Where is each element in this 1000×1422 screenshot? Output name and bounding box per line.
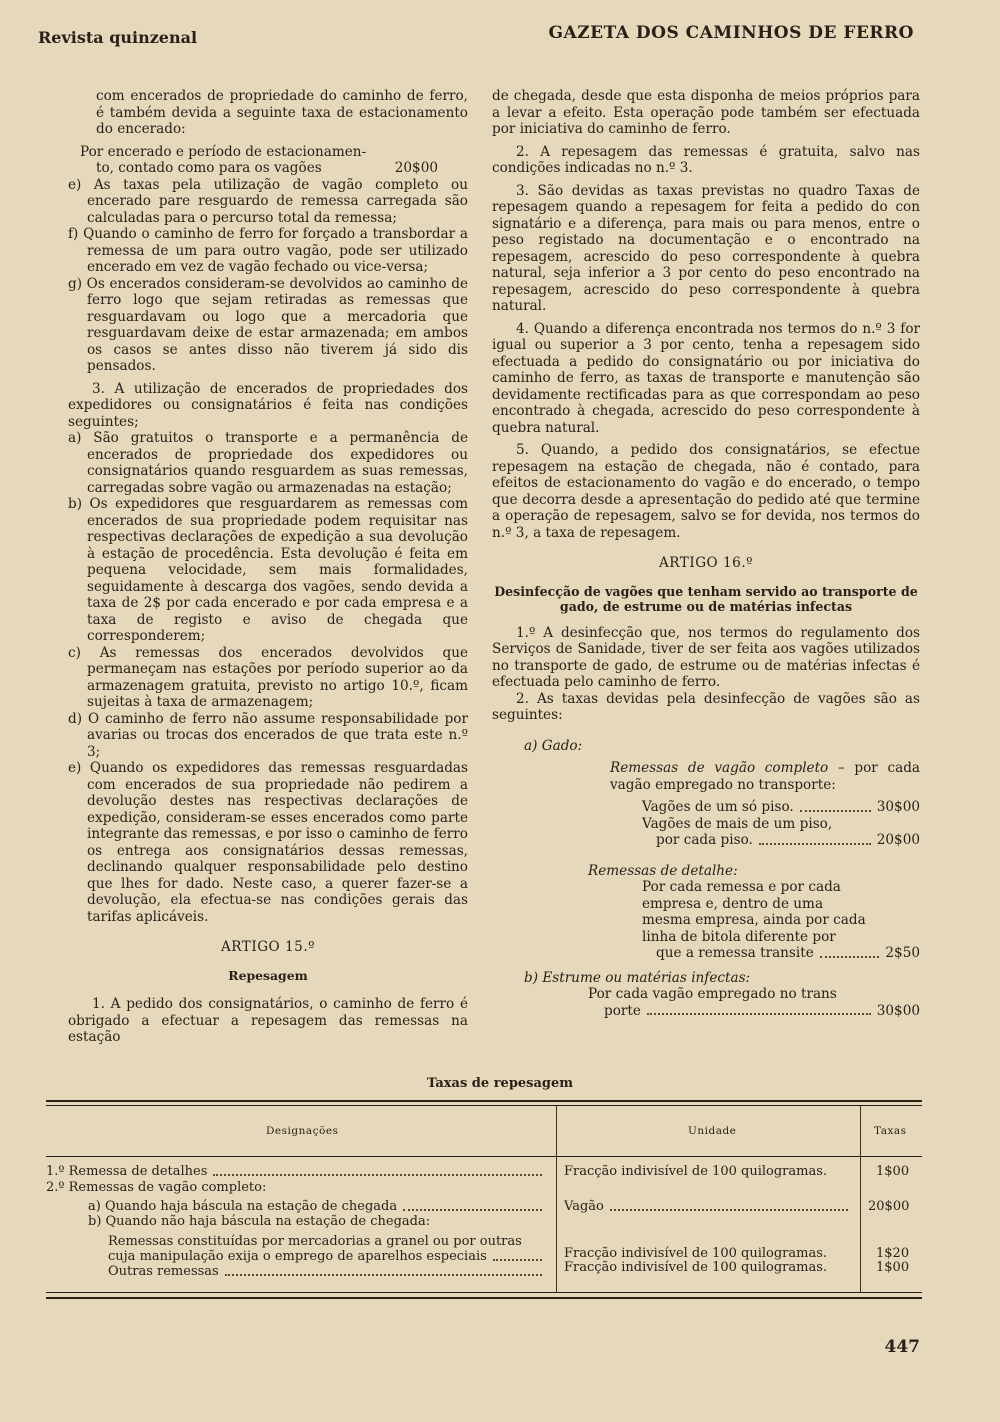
article-subheading: Desinfecção de vagões que tenham servido ao transporte de gado, de estrume ou de matérias infectas [494,583,918,614]
fee-table [46,1100,922,1300]
table-cell: Fracção indivisível de 100 quilogramas. [564,1246,828,1261]
fee-line: Vagões de um só piso. 30$00 [642,799,920,815]
running-header-left: Revista quinzenal [38,28,198,47]
table-cell: Fracção indivisível de 100 quilogramas. [564,1260,828,1275]
page-number: 447 [884,1337,920,1357]
paragraph: 3. A utilização de encerados de propriedades dos expedidores ou consignatários é feita nas condições seguintes; [68,380,468,430]
fee-line: que a remessa transite 2$50 [656,945,920,961]
list-item: e) As taxas pela utilização de vagão completo ou encerado pare resguardo de remessa carregada são calculadas para o percurso total da remessa; [68,176,468,226]
fee-line: porte 30$00 [604,1002,920,1019]
article-heading: ARTIGO 15.º [220,939,316,955]
list-item: b) Os expedidores que resguardarem as remessas com encerados de sua propriedade podem requisitar nas respectivas declarações de expedição a sua devolução à estação de procedência. Esta devolução é feita em pequena velocidade, sem mais formalidades, seguidamente à descarga dos vagões, sendo devida a taxa de 2$ por cada encerado e por cada empresa e a taxa de registo e aviso de chegada que corresponderem; [68,496,468,644]
fee-line: to, contado como para os vagões 20$00 [96,160,438,176]
table-title: Taxas de repesagem [426,1076,574,1091]
table-row: a) Quando haja báscula na estação de chegada [88,1199,548,1215]
list-item: a) São gratuitos o transporte e a permanência de encerados de propriedade dos expedidores ou consignatários quando resguardem as suas remessas, carregadas sobre vagão ou armazenadas na estação; [68,430,468,496]
paragraph: 2. As taxas devidas pela desinfecção de vagões são as seguintes: [492,690,920,723]
list-item: e) Quando os expedidores das remessas resguardadas com encerados de sua propriedade não pedirem a devolução destes nas respectivas declarações de expedição, consideram-se esses encerados como parte integrante das remessas, e por isso o caminho de ferro os entrega aos consignatários dessas remessas, declinando qualquer responsabilidade pelo destino que lhes for dado. Neste caso, a querer fazer-se a devolução, ela efectua-se nas condições gerais das tarifas aplicáveis. [68,760,468,925]
fee-text: Por cada vagão empregado no trans [588,986,837,1002]
table-cell: Fracção indivisível de 100 quilogramas. [564,1164,828,1179]
list-item: f) Quando o caminho de ferro for forçado a transbordar a remessa de um para outro vagão, pode ser utilizado encerado em vez de vagão fechado ou vice-versa; [68,226,468,275]
table-header: Designações [266,1125,339,1137]
section-label: Remessas de detalhe: [588,862,738,879]
paragraph: 1.º A desinfecção que, nos termos do regulamento dos Serviços de Sanidade, tiver de ser feita aos vagões utilizados no transporte de gado, de estrume ou de matérias infectas é efectuada pelo caminho de ferro. [492,624,920,690]
table-row: cuja manipulação exija o emprego de aparelhos especiais [108,1249,548,1265]
paragraph: 4. Quando a diferença encontrada nos termos do n.º 3 for igual ou superior a 3 por cento, tenha a repesagem sido efectuada a pedido do consignatário ou por iniciativa do caminho de ferro, as taxas de transporte e manutenção são devidamente rectificadas para as que correspondam ao peso encontrado à chegada, acrescido do peso correspondente à quebra natural. [492,320,920,436]
article-subheading: Repesagem [228,967,308,983]
list-item: d) O caminho de ferro não assume responsabilidade por avarias ou trocas dos encerados de que trata este n.º 3; [68,710,468,760]
fee-line: por cada piso. 20$00 [656,832,920,848]
paragraph: Por encerado e período de estacionamen- [80,143,367,160]
running-header-title: GAZETA DOS CAMINHOS DE FERRO [548,23,914,43]
table-row: 2.º Remessas de vagão completo: [46,1180,267,1195]
table-cell: 1$20 [876,1246,910,1261]
section-label: a) Gado: [524,737,583,754]
fee-text: Por cada remessa e por cada empresa e, dentro de uma mesma empresa, ainda por cada linha de bitola diferente por [642,879,866,945]
section-label: b) Estrume ou matérias infectas: [524,969,751,986]
paragraph: 3. São devidas as taxas previstas no quadro Taxas de repesagem quando a repesagem for feita a pedido do con signatário e a diferença, para mais ou para menos, entre o peso registado na documentação e o encontrado na repesagem, acrescido do peso correspondente à quebra natural, seja inferior a 3 por cento do peso encontrado na repesagem, acrescido do peso correspondente à quebra natural. [492,182,920,314]
table-row: 1.º Remessa de detalhes [46,1164,548,1180]
fee-label: Vagões de mais de um piso, [642,815,833,832]
table-header: Taxas [874,1125,907,1137]
paragraph: com encerados de propriedade do caminho de ferro, é também devida a seguinte taxa de estacionamento do encerado: [96,88,468,137]
paragraph: Remessas de vagão completo – por cada vagão empregado no transporte: [610,760,920,793]
right-column [492,88,920,1019]
list-item: g) Os encerados consideram-se devolvidos ao caminho de ferro logo que sejam retiradas as remessas que resguardavam ou logo que a mercadoria que resguardavam deixe de estar armazenada; em ambos os casos se antes disso não tiverem já sido dis pensados. [68,275,468,374]
paragraph: 1. A pedido dos consignatários, o caminho de ferro é obrigado a efectuar a repesagem das remessas na estação [68,996,468,1045]
table-row: Remessas constituídas por mercadorias a granel ou por outras [108,1234,522,1249]
article-heading: ARTIGO 16.º [658,555,754,571]
table-row: Outras remessas [108,1264,548,1280]
table-row: Vagão [564,1199,854,1215]
table-cell: 1$00 [876,1164,910,1179]
paragraph: de chegada, desde que esta disponha de meios próprios para a levar a efeito. Esta operação pode também ser efectuada por iniciativa do caminho de ferro. [492,88,920,137]
table-header: Unidade [688,1125,737,1137]
paragraph: 2. A repesagem das remessas é gratuita, salvo nas condições indicadas no n.º 3. [492,143,920,176]
list-item: c) As remessas dos encerados devolvidos que permaneçam nas estações por período superior ao da armazenagem gratuita, previsto no artigo 10.º, ficam sujeitas à taxa de armazenagem; [68,644,468,710]
table-cell: 20$00 [868,1199,910,1214]
table-row: b) Quando não haja báscula na estação de chegada: [88,1214,431,1229]
paragraph: 5. Quando, a pedido dos consignatários, se efectue repesagem na estação de chegada, não é contado, para efeitos de estacionamento do vagão e do encerado, o tempo que decorra desde a apresentação do pedido até que termine a operação de repesagem, salvo se for devida, nos termos do n.º 3, a taxa de repesagem. [492,442,920,541]
table-cell: 1$00 [876,1260,910,1275]
left-column [68,88,468,1046]
